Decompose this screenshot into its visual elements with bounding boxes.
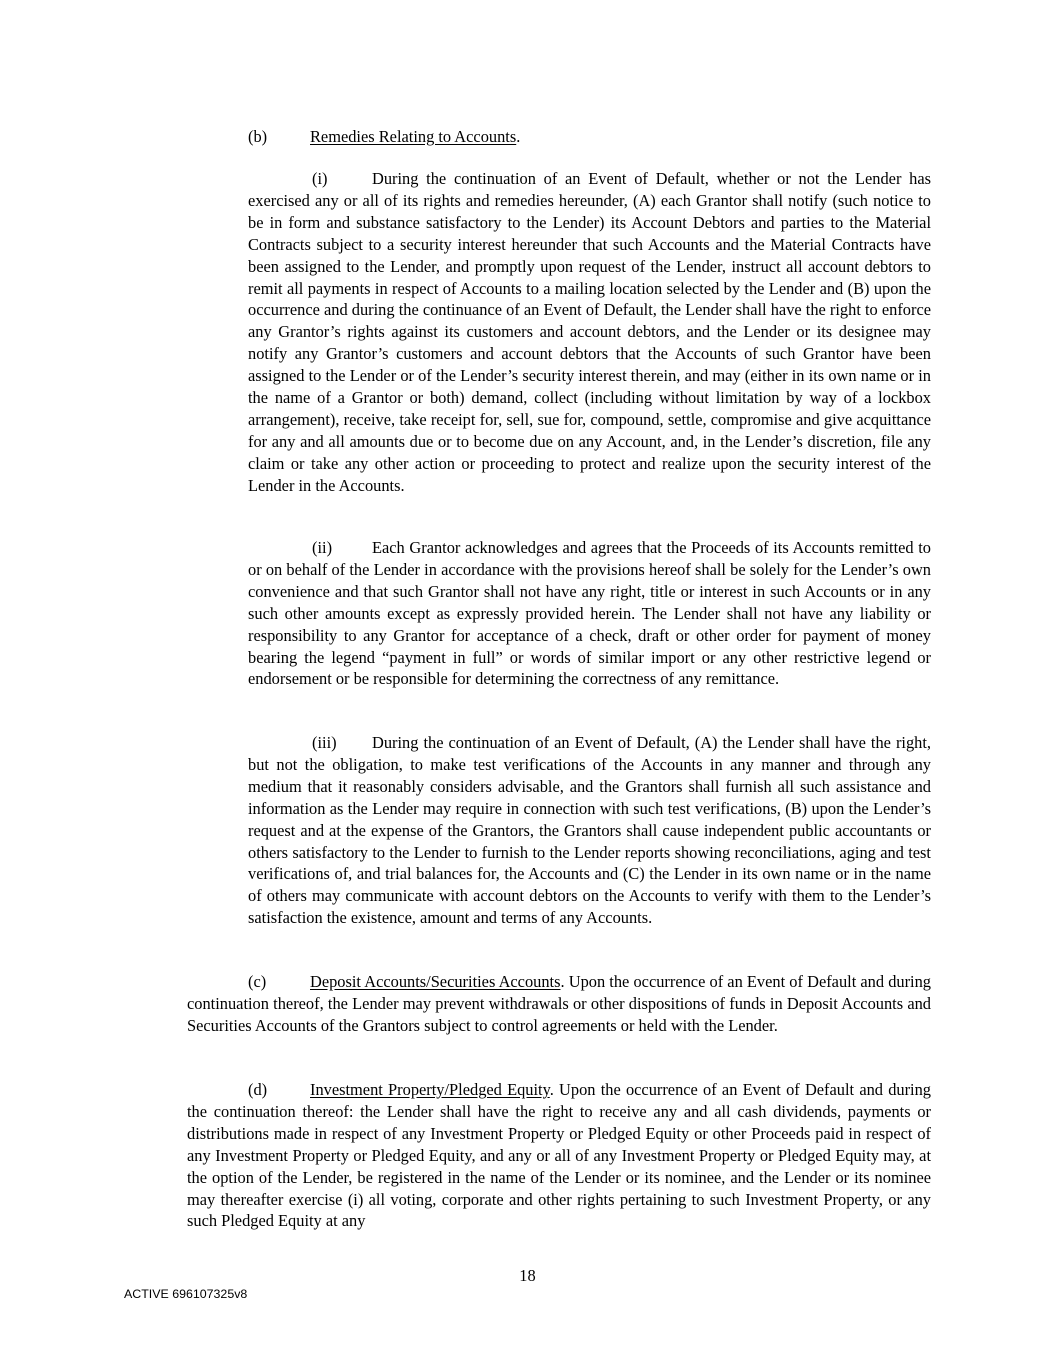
section-c-paragraph [187, 971, 931, 1037]
section-b-heading [248, 126, 520, 148]
section-d-text: . Upon the occurrence of an Event of Default and during the continuation thereof: the Lender shall have the right to receive any and all cash dividends, payments or distributions made in respect of any Investment Property or Pledged Equity or other Proceeds paid in respect of any Investment Property or Pledged Equity, and any or all of any Investment Property or Pledged Equity may, at the option of the Lender, be registered in the name of the Lender or its nominee, and the Lender or its nominee may thereafter exercise (i) all voting, corporate and other rights pertaining to such Investment Property, or any such Pledged Equity at any [187, 1080, 931, 1231]
section-d-paragraph [187, 1079, 931, 1232]
paragraph-iii-text: During the continuation of an Event of Default, (A) the Lender shall have the right, but not the obligation, to make test verifications of the Accounts in any manner and through any medium that it reasonably considers advisable, and the Grantors shall furnish all such assistance and information as the Lender may require in connection with such test verifications, (B) upon the Lender’s request and at the expense of the Grantors, the Grantors shall cause independent public accountants or others satisfactory to the Lender to furnish to the Lender reports showing reconciliations, aging and test verifications of, and trial balances for, the Accounts and (C) the Lender in its own name or in the name of others may communicate with account debtors on the Accounts to verify with them to the Lender’s satisfaction the existence, amount and terms of any Accounts. [248, 733, 931, 928]
paragraph-ii [248, 537, 931, 690]
paragraph-i [248, 168, 931, 497]
section-b-number: (b) [248, 127, 268, 146]
section-d-title: Investment Property/Pledged Equity [310, 1080, 550, 1099]
paragraph-i-text: During the continuation of an Event of Default, whether or not the Lender has exercised any or all of its rights and remedies hereunder, (A) each Grantor shall notify (such notice to be in form and substance satisfactory to the Lender) its Account Debtors and parties to the Material Contracts subject to a security interest hereunder that such Accounts and the Material Contracts have been assigned to the Lender, and promptly upon request of the Lender, instruct all account debtors to remit all payments in respect of Accounts to a mailing location selected by the Lender and (B) upon the occurrence and during the continuance of an Event of Default, the Lender shall have the right to enforce any Grantor’s rights against its customers and account debtors, and the Lender or its designee may notify any Grantor’s customers and account debtors that the Accounts of such Grantor have been assigned to the Lender or of the Lender’s security interest therein, and may (either in its own name or in the name of a Grantor or both) demand, collect (including without limitation by way of a lockbox arrangement), receive, take receipt for, sell, sue for, compound, settle, compromise and give acquittance for any and all amounts due or to become due on any Account, and, in the Lender’s discretion, file any claim or take any other action or proceeding to protect and realize upon the security interest of the Lender in the Accounts. [248, 169, 931, 495]
section-c-text: . Upon the occurrence of an Event of Default and during continuation thereof, the Lender may prevent withdrawals or other dispositions of funds in Deposit Accounts and Securities Accounts of the Grantors subject to control agreements or held with the Lender. [187, 972, 932, 1035]
paragraph-iii-number: (iii) [312, 733, 337, 752]
paragraph-ii-text: Each Grantor acknowledges and agrees that the Proceeds of its Accounts remitted to or on behalf of the Lender in accordance with the provisions hereof shall be solely for the Lender’s own convenience and that such Grantor shall not have any right, title or interest in such Accounts or in any such other amounts except as expressly provided herein. The Lender shall not have any liability or responsibility to any Grantor for acceptance of a check, draft or other order for payment of money bearing the legend “payment in full” or words of similar import or any other restrictive legend or endorsement or be responsible for determining the correctness of any remittance. [248, 538, 931, 689]
page-number: 18 [519, 1266, 536, 1285]
paragraph-i-number: (i) [312, 169, 328, 188]
section-b-title: Remedies Relating to Accounts [310, 127, 517, 146]
paragraph-ii-number: (ii) [312, 538, 333, 557]
section-c-title: Deposit Accounts/Securities Accounts [310, 972, 561, 991]
document-id: ACTIVE 696107325v8 [124, 1287, 248, 1301]
section-b-title-period: . [516, 127, 521, 146]
section-c-number: (c) [248, 972, 267, 991]
section-d-number: (d) [248, 1080, 268, 1099]
paragraph-iii [248, 732, 931, 929]
